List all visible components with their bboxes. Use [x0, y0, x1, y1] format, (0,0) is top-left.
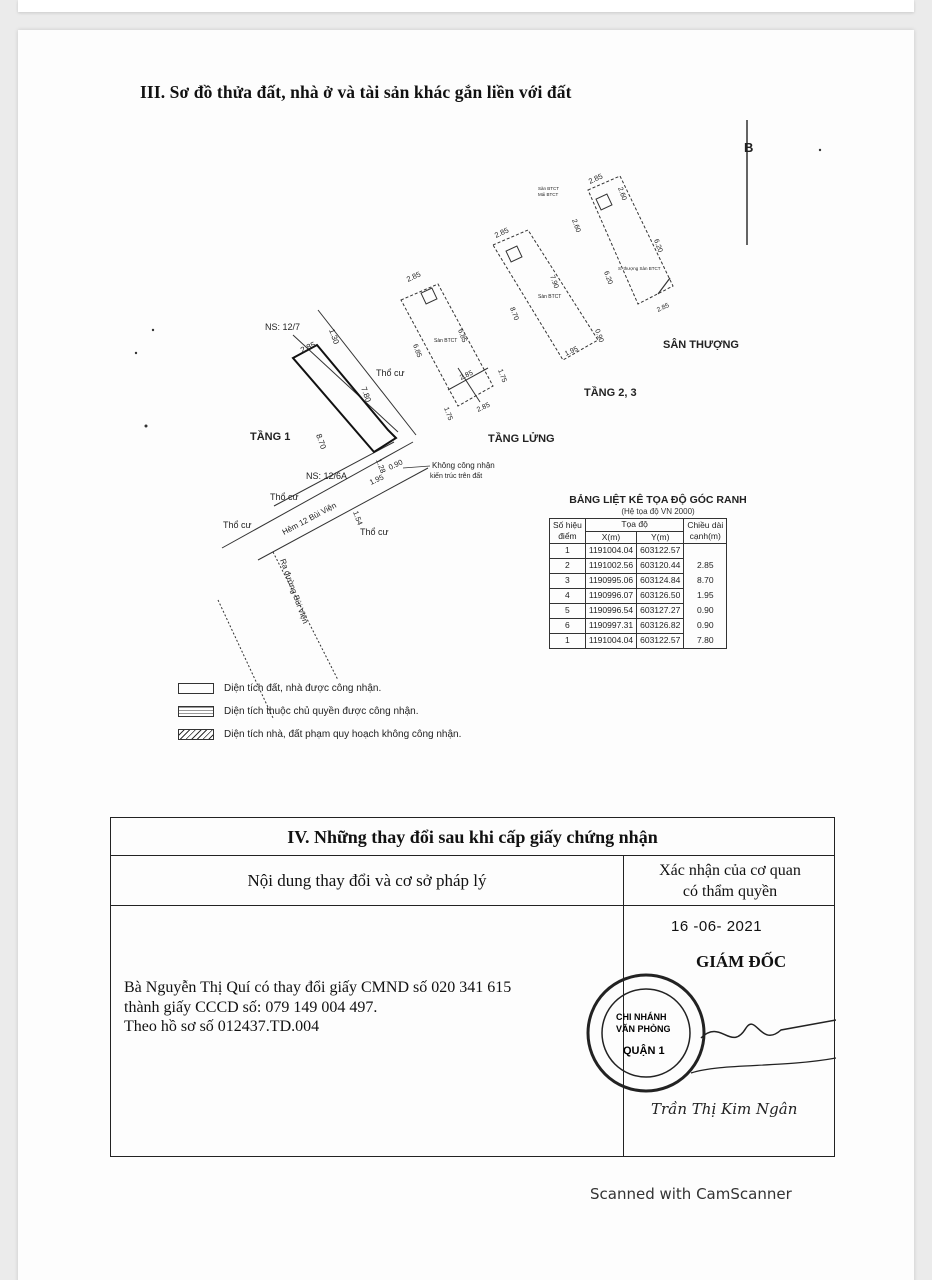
dim-t23-top: 2.85 — [493, 225, 511, 240]
label-tho-cu-3: Thổ cư — [360, 527, 389, 537]
section4-table — [110, 817, 835, 1157]
dim-lung-left: 6.85 — [411, 343, 423, 359]
row-y: 603126.50 — [637, 589, 684, 604]
row-x: 1190996.07 — [585, 589, 636, 604]
edge-lengths — [684, 544, 727, 649]
dim-tang1-154: 1.54 — [351, 509, 365, 527]
label-tang23: TẦNG 2, 3 — [584, 387, 637, 399]
coord-head-x: X(m) — [585, 531, 636, 544]
signer-name: Trần Thị Kim Ngân — [651, 1100, 798, 1118]
change-content — [124, 978, 624, 1037]
dim-lung-285b: 2.85 — [458, 369, 475, 382]
row-id: 1 — [550, 544, 586, 559]
label-lung-san: Sàn BTCT — [434, 338, 458, 344]
dim-lung-right: 6.85 — [456, 328, 468, 344]
section4-title: IV. Những thay đổi sau khi cấp giấy chứng nhận — [111, 818, 834, 856]
section4-col-right — [625, 860, 835, 902]
coord-table-title: BẢNG LIỆT KÊ TỌA ĐỘ GÓC RANH — [569, 494, 747, 506]
dim-t23-195: 1.95 — [563, 345, 580, 358]
label-ra-duong: Ra đường Bùi Viện — [278, 557, 310, 625]
row-x: 1190997.31 — [585, 619, 636, 634]
dim-lung-top: 2.85 — [405, 269, 423, 284]
label-st-san: Sàn BTCT — [538, 186, 560, 191]
row-x: 1191004.04 — [585, 544, 636, 559]
content-line: Bà Nguyễn Thị Quí có thay đổi giấy CMND số 020 341 615 — [124, 979, 512, 996]
row-y: 603120.44 — [637, 559, 684, 574]
legend-label: Diện tích nhà, đất phạm quy hoạch không công nhận. — [224, 729, 462, 740]
legend-swatch-empty — [178, 683, 214, 694]
dim-t23-090: 0.90 — [593, 328, 605, 344]
row-x: 1190996.54 — [585, 604, 636, 619]
dim-tang1-195: 1.95 — [368, 472, 386, 487]
content-line: Theo hồ sơ số 012437.TD.004 — [124, 1018, 320, 1035]
content-line: thành giấy CCCD số: 079 149 004 497. — [124, 998, 378, 1016]
dim-t23-790: 7.90 — [548, 274, 560, 290]
svg-text:QUẬN 1: QUẬN 1 — [623, 1045, 665, 1057]
col-right-line2: có thẩm quyền — [682, 883, 778, 900]
legend-item-not-recognized — [178, 729, 461, 740]
section4-col-left: Nội dung thay đổi và cơ sở pháp lý — [247, 871, 487, 890]
row-id: 6 — [550, 619, 586, 634]
dim-t23-870: 8.70 — [508, 306, 520, 322]
row-y: 603124.84 — [637, 574, 684, 589]
dim-tang1-090: 0.90 — [387, 457, 405, 472]
label-tho-cu-4: Thổ cư — [376, 368, 405, 378]
previous-page-edge — [18, 0, 914, 12]
row-x: 1191002.56 — [585, 559, 636, 574]
legend-item-recognized — [178, 683, 381, 694]
legend-label: Diện tích thuộc chủ quyền được công nhận. — [224, 706, 419, 717]
coord-head-sohieu: Số hiệu điểm — [550, 519, 586, 544]
label-t23-san: Sàn BTCT — [538, 294, 562, 300]
row-id: 1 — [550, 634, 586, 649]
official-stamp-and-signature — [581, 958, 836, 1118]
label-st-mai: Mái BTCT — [538, 192, 559, 197]
tang1-parcel — [293, 345, 396, 452]
coord-head-y: Y(m) — [637, 531, 684, 544]
legend-swatch-hatched — [178, 729, 214, 740]
dim-tang1-left: 8.70 — [314, 432, 328, 451]
dim-st-260b: 2.60 — [570, 218, 582, 234]
label-st-kl: S. thượng Sàn BTCT — [618, 266, 661, 271]
label-tang-lung: TẦNG LỬNG — [488, 433, 555, 445]
row-y: 603122.57 — [637, 544, 684, 559]
note-not-recognized-2: kiến trúc trên đất — [430, 473, 483, 480]
site-plan-diagram — [18, 90, 914, 790]
label-tang1: TẦNG 1 — [250, 431, 291, 443]
row-id: 2 — [550, 559, 586, 574]
tang-lung-details — [421, 288, 488, 402]
confirmation-date: 16 -06- 2021 — [671, 918, 763, 935]
edge-length: 7.80 — [697, 635, 714, 645]
dim-st-620: 6.20 — [652, 238, 664, 254]
dim-lung-175b: 1.75 — [442, 406, 454, 422]
label-tho-cu-1: Thổ cư — [270, 492, 299, 502]
dim-tang1-right: 7.80 — [359, 385, 373, 404]
table-row — [550, 544, 727, 559]
dim-st-top: 2.85 — [587, 171, 605, 186]
scanner-watermark: Scanned with CamScanner — [590, 1185, 792, 1203]
row-y: 603122.57 — [637, 634, 684, 649]
row-id: 4 — [550, 589, 586, 604]
section3-title: III. Sơ đồ thửa đất, nhà ở và tài sản khác gắn liền với đất — [140, 82, 572, 102]
legend-label: Diện tích đất, nhà được công nhận. — [224, 683, 382, 694]
row-id: 3 — [550, 574, 586, 589]
dim-tang1-top: 2.85 — [299, 340, 317, 355]
edge-length: 0.90 — [697, 605, 714, 615]
dim-tang1-128: 1.28 — [374, 457, 388, 475]
edge-length: 1.95 — [697, 590, 714, 600]
coord-table — [549, 518, 727, 649]
dim-st-620b: 6.20 — [602, 270, 614, 286]
dim-lung-285c: 2.85 — [475, 401, 492, 414]
label-hem: Hẻm 12 Bùi Viện — [280, 500, 338, 537]
dim-lung-175: 1.75 — [496, 368, 508, 384]
signature-icon — [701, 1020, 836, 1038]
neighbor-ns-12-6a: NS: 12/6A — [306, 471, 348, 481]
dim-st-285b: 2.85 — [655, 302, 671, 314]
coord-table-subtitle: (Hệ tọa độ VN 2000) — [621, 507, 695, 516]
svg-text:VĂN PHÒNG: VĂN PHÒNG — [616, 1024, 671, 1034]
row-y: 603126.82 — [637, 619, 684, 634]
legend-item-ownership — [178, 706, 419, 717]
row-id: 5 — [550, 604, 586, 619]
label-tho-cu-2: Thổ cư — [223, 520, 252, 530]
neighbor-ns-12-7: NS: 12/7 — [265, 322, 301, 332]
coord-head-toado: Tọa độ — [585, 519, 683, 532]
edge-length: 0.90 — [697, 620, 714, 630]
label-san-thuong: SÂN THƯỢNG — [663, 339, 739, 351]
edge-length: 2.85 — [697, 560, 714, 570]
legend-swatch-dotted — [178, 706, 214, 717]
north-label: B — [744, 140, 754, 155]
row-y: 603127.27 — [637, 604, 684, 619]
document-page — [18, 30, 914, 1280]
edge-length: 8.70 — [697, 575, 714, 585]
row-x: 1191004.04 — [585, 634, 636, 649]
dim-st-260: 2.60 — [616, 186, 628, 202]
note-not-recognized-1: Không công nhận — [432, 461, 495, 470]
coord-head-chieudai: Chiều dài cạnh(m) — [684, 519, 727, 544]
row-x: 1190995.06 — [585, 574, 636, 589]
signer-title: GIÁM ĐỐC — [696, 952, 787, 971]
svg-text:CHI NHÁNH: CHI NHÁNH — [616, 1012, 667, 1022]
col-right-line1: Xác nhận của cơ quan — [659, 862, 801, 879]
dim-tang1-130: 1.30 — [327, 327, 341, 346]
